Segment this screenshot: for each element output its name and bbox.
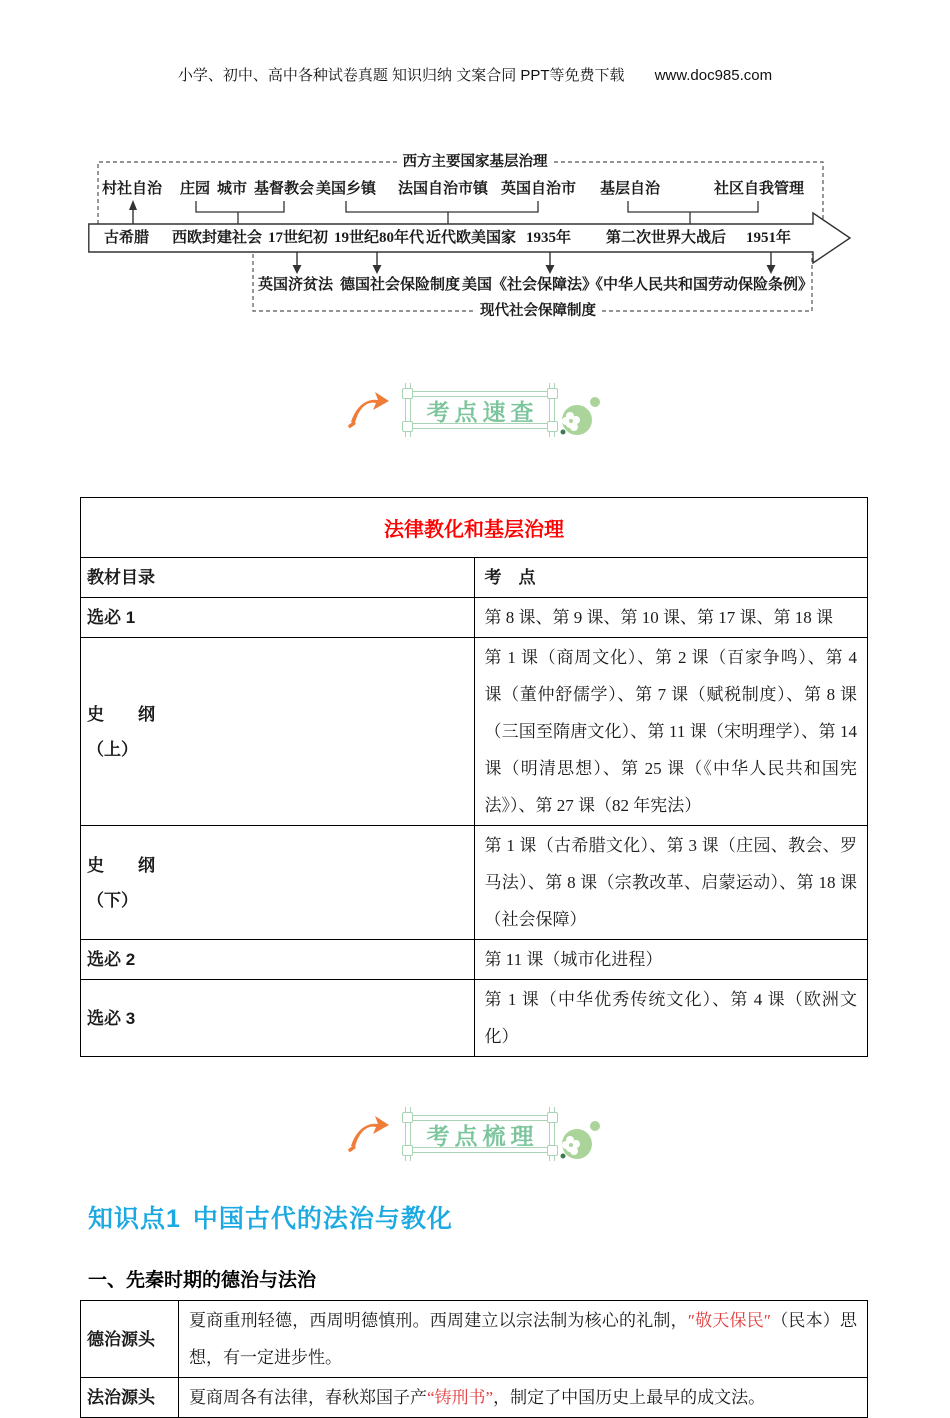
table-title: 法律教化和基层治理 bbox=[81, 498, 868, 558]
site-tagline: 小学、初中、高中各种试卷真题 知识归纳 文案合同 PPT等免费下载 bbox=[177, 67, 625, 84]
row-content: 第 8 课、第 9 课、第 10 课、第 17 课、第 18 课 bbox=[474, 598, 868, 638]
timeline-era-label: 古希腊 bbox=[104, 230, 150, 246]
quick-check-badge bbox=[347, 381, 603, 439]
diagram-top-label: 美国乡镇 bbox=[316, 181, 377, 197]
table-row bbox=[81, 980, 868, 1057]
timeline-era-label: 1935年 bbox=[526, 230, 572, 246]
timeline-era-label: 近代欧美国家 bbox=[426, 230, 517, 246]
row-label: 法治源头 bbox=[81, 1378, 179, 1418]
orange-swoosh-arrow-icon bbox=[347, 1112, 389, 1156]
column-header-points: 考 点 bbox=[474, 558, 868, 598]
diagram-bottom-label: 《中华人民共和国劳动保险条例》 bbox=[588, 277, 814, 293]
row-label: 史 纲 （上） bbox=[81, 638, 475, 826]
row-label: 史 纲 （下） bbox=[81, 826, 475, 940]
diagram-bottom-label: 德国社会保险制度 bbox=[340, 277, 461, 293]
row-content: 夏商周各有法律，春秋郑国子产“铸刑书”，制定了中国历史上最早的成文法。 bbox=[179, 1378, 868, 1418]
timeline-era-label: 17世纪初 bbox=[268, 230, 329, 246]
row-label: 选必 1 bbox=[81, 598, 475, 638]
diagram-top-label: 基层自治 bbox=[600, 181, 661, 197]
table-row bbox=[81, 638, 868, 826]
timeline-era-label: 西欧封建社会 bbox=[172, 230, 263, 246]
row-content: 第 1 课（中华优秀传统文化）、第 4 课（欧洲文化） bbox=[474, 980, 868, 1057]
diagram-top-label: 城市 bbox=[217, 181, 248, 197]
row-label: 选必 2 bbox=[81, 940, 475, 980]
orange-swoosh-arrow-icon bbox=[347, 388, 389, 432]
row-content: 夏商重刑轻德，西周明德慎刑。西周建立以宗法制为核心的礼制，″敬天保民″（民本）思想，有一定进步性。 bbox=[179, 1301, 868, 1378]
timeline-era-label: 第二次世界大战后 bbox=[606, 230, 727, 246]
badge-frame bbox=[395, 1113, 565, 1155]
site-header bbox=[0, 64, 950, 85]
table-row bbox=[81, 598, 868, 638]
row-label: 德治源头 bbox=[81, 1301, 179, 1378]
western-grassroots-governance-diagram bbox=[88, 154, 858, 329]
timeline-era-label: 19世纪80年代 bbox=[334, 230, 425, 246]
badge-frame bbox=[395, 389, 565, 431]
knowledge-point-heading bbox=[88, 1199, 950, 1235]
table-row bbox=[81, 1378, 868, 1418]
diagram-top-label: 英国自治市 bbox=[501, 181, 577, 197]
table-row bbox=[81, 940, 868, 980]
diagram-top-label: 法国自治市镇 bbox=[398, 181, 489, 197]
column-header-catalog: 教材目录 bbox=[81, 558, 475, 598]
diagram-bottom-label: 美国《社会保障法》 bbox=[462, 277, 598, 293]
exam-points-table bbox=[80, 497, 868, 1057]
diagram-bottom-label: 英国济贫法 bbox=[258, 277, 334, 293]
knowledge-point-number: 知识点1 bbox=[88, 1205, 181, 1233]
row-content: 第 1 课（古希腊文化）、第 3 课（庄园、教会、罗马法）、第 8 课（宗教改革、启蒙运动）、第 18 课（社会保障） bbox=[474, 826, 868, 940]
timeline-era-label: 1951年 bbox=[746, 230, 792, 246]
row-content: 第 1 课（商周文化）、第 2 课（百家争鸣）、第 4 课（董仲舒儒学）、第 7 课（赋税制度）、第 8 课（三国至隋唐文化）、第 11 课（宋明理学）、第 14 课（明清思想）、第 25 课（《中华人民共和国宪法》）、第 27 课（82 年宪法） bbox=[474, 638, 868, 826]
badge-label: 考点梳理 bbox=[426, 1122, 539, 1149]
site-url-link[interactable]: www.doc985.com bbox=[654, 67, 773, 84]
badge-label: 考点速查 bbox=[426, 398, 539, 425]
diagram-top-label: 村社自治 bbox=[102, 181, 163, 197]
section-heading: 一、先秦时期的德治与法治 bbox=[88, 1270, 317, 1291]
diagram-top-box-title: 西方主要国家基层治理 bbox=[398, 153, 553, 171]
diagram-top-label: 庄园 bbox=[180, 181, 211, 197]
diagram-top-label: 基督教会 bbox=[254, 181, 315, 197]
table-row bbox=[81, 826, 868, 940]
outline-badge bbox=[347, 1105, 603, 1163]
table-header-row bbox=[81, 558, 868, 598]
row-content: 第 11 课（城市化进程） bbox=[474, 940, 868, 980]
table-title-row bbox=[81, 498, 868, 558]
table-row bbox=[81, 1301, 868, 1378]
pre-qin-rule-table bbox=[80, 1300, 868, 1418]
diagram-bottom-box-title: 现代社会保障制度 bbox=[475, 302, 601, 320]
knowledge-point-title: 中国古代的法治与教化 bbox=[192, 1205, 453, 1233]
diagram-top-label: 社区自我管理 bbox=[714, 181, 805, 197]
row-label: 选必 3 bbox=[81, 980, 475, 1057]
